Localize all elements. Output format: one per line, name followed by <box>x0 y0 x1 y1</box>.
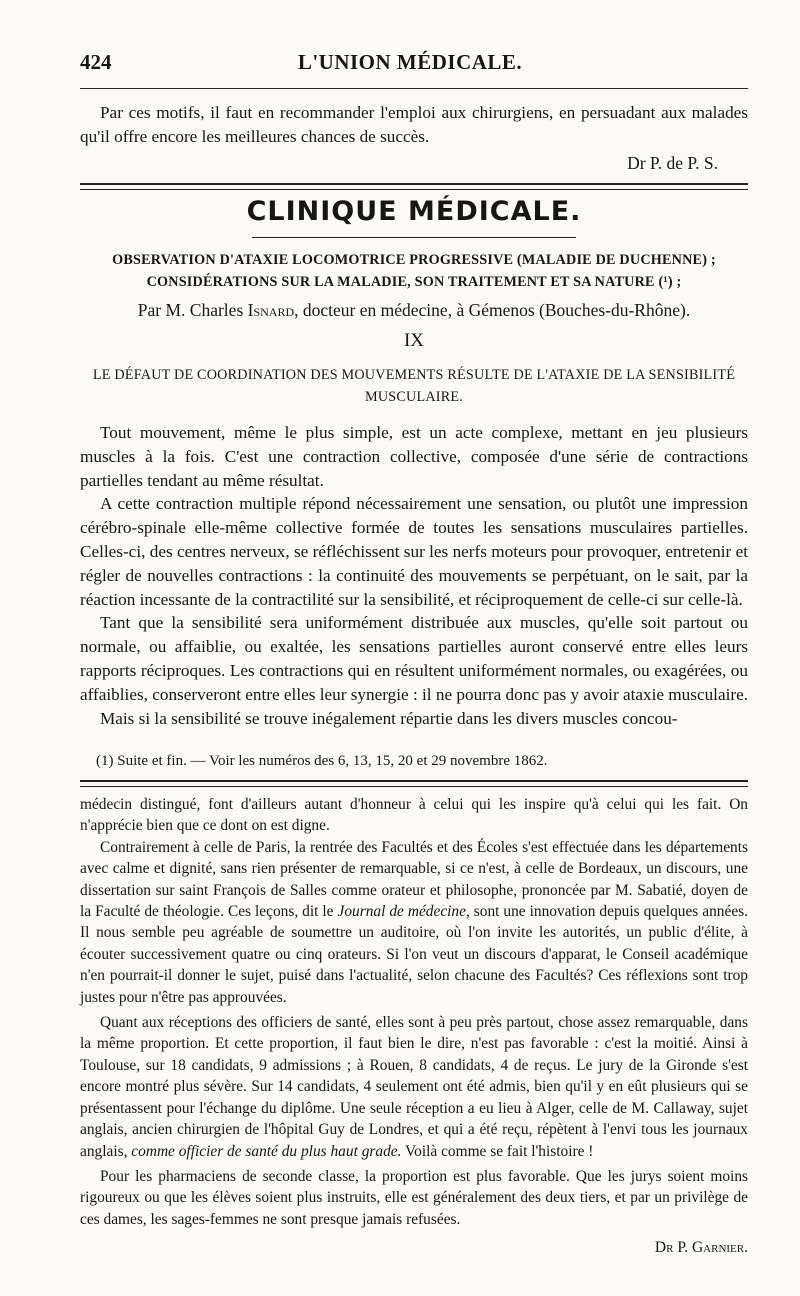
feuilleton-rule <box>80 780 748 787</box>
header-rule <box>80 88 748 89</box>
article-paragraph: A cette contraction multiple répond nécessairement une sensation, ou plutôt une impression cérébro-spinale elle-même collective formée de toutes les sensations musculaires partielles. Celles-ci, des centres nerveux, se réfléchissent sur les nerfs moteurs pour provoquer, entretenir et régler de nouvelles contractions : la continuité des mouvements se perpétuant, on le sait, par la réaction incessante de la contractilité sur la sensibilité, et réciproquement de celle-ci sur celle-là. <box>80 494 748 609</box>
author-name: Isnard <box>247 300 295 320</box>
page-number: 424 <box>80 50 112 74</box>
text-run: Contrairement à celle de Paris, la rentrée des Facultés et des Écoles s'est effectuée dans les départements avec calme et dignité, sans rien présenter de remarquable, si ce n'est, à celle de Bordeaux, un discours, une dissertation sur saint François de Salles comme orateur et philosophe, prononcée par M. Sabatié, doyen de la Faculté de théologie. Ces leçons, dit le <box>80 838 748 921</box>
text-run: , sont une innovation depuis quelques années. Il nous semble peu agréable de soumettre un auditoire, où l'on invite les autorités, un public d'élite, à écouter successivement quatre ou cinq orateurs. Si l'on veut un discours d'apparat, le Conseil académique n'en pourrait-il donner le sujet, puisé dans l'actualité, selon chacune des Facultés? Ces réflexions sont trop justes pour n'être pas approuvées. <box>80 903 748 1006</box>
text-run: Voilà comme se fait l'histoire ! <box>401 1142 594 1160</box>
article-paragraph: Mais si la sensibilité se trouve inégalement répartie dans les divers muscles concou- <box>100 708 678 728</box>
author-prefix: Par M. Charles <box>137 300 248 320</box>
feuilleton-paragraph: médecin distingué, font d'ailleurs autant d'honneur à celui qui les inspire qu'à celui qui les fait. On n'apprécie bien que ce dont on est digne. <box>80 796 748 835</box>
feuilleton-paragraph <box>80 837 748 1008</box>
italic-quote: comme officier de santé du plus haut grade. <box>131 1142 402 1160</box>
author-suffix: , docteur en médecine, à Gémenos (Bouches-du-Rhône). <box>294 300 691 320</box>
text-run: Quant aux réceptions des officiers de santé, elles sont à peu près partout, chose assez remarquable, dans la même proportion. Et cette proportion, il faut bien le dire, n'est pas favorable : c'est la moitié. Ainsi à Toulouse, sur 18 candidats, 9 admissions ; à Rouen, 8 candidats, 4 de reçus. Le jury de la Gironde s'est encore montré plus sévère. Sur 14 candidats, 4 seulement ont été admis, bien qu'il y en eût plusieurs qui se présentassent pour l'échange du diplôme. Une seule réception a eu lieu à Alger, celle de M. Callaway, sujet anglais, ancien chirurgien de l'hôpital Guy de Londres, et qui a été reçu, répètent à l'envi tous les journaux anglais, <box>80 1014 748 1160</box>
observation-title: OBSERVATION D'ATAXIE LOCOMOTRICE PROGRESSIVE (MALADIE DE DUCHENNE) ; CONSIDÉRATIONS SUR LA MALADIE, SON TRAITEMENT ET SA NATURE (¹) ; <box>112 252 716 290</box>
section-rule <box>80 183 748 190</box>
feuilleton-paragraph: Pour les pharmaciens de seconde classe, la proportion est plus favorable. Que les jurys soient moins rigoureux ou que les élèves soient plus instruits, elle est généralement des deux tiers, et par un privilège de ces dames, les sages-femmes ne sont presque jamais refusées. <box>80 1167 748 1228</box>
article-paragraph: Tout mouvement, même le plus simple, est un acte complexe, mettant en jeu plusieurs muscles à la fois. C'est une contraction collective, composée d'une série de contractions partielles tendant au même résultat. <box>80 423 748 490</box>
intro-block <box>80 101 748 174</box>
intro-signature: Dr P. de P. S. <box>627 152 718 173</box>
article-paragraph: Tant que la sensibilité sera uniformément distribuée aux muscles, qu'elle soit partout ou normale, ou affaiblie, ou exaltée, les sensations partielles auront conservé entre elles leurs rapports réciproques. Les contractions qui en résultent uniformément normales, ou exagérées, ou affaiblies, conserveront entre elles leur synergie : il ne pourra donc pas y avoir ataxie musculaire. <box>80 613 748 704</box>
footnote: (1) Suite et fin. — Voir les numéros des 6, 13, 15, 20 et 29 novembre 1862. <box>96 753 548 769</box>
running-title: L'UNION MÉDICALE. <box>297 50 523 74</box>
article-body <box>80 421 748 730</box>
feuilleton-body <box>80 794 748 1230</box>
chapter-title: LE DÉFAUT DE COORDINATION DES MOUVEMENTS RÉSULTE DE L'ATAXIE DE LA SENSIBILITÉ MUSCULAIRE. <box>92 367 736 405</box>
feuilleton-paragraph <box>80 1012 748 1162</box>
closing-signature: Dr P. Garnier. <box>654 1239 748 1256</box>
title-underline <box>252 237 576 238</box>
journal-name: Journal de médecine <box>337 903 466 921</box>
section-title: CLINIQUE MÉDICALE. <box>246 196 582 227</box>
intro-paragraph: Par ces motifs, il faut en recommander l'emploi aux chirurgiens, en persuadant aux malades qu'il offre encore les meilleures chances de succès. <box>80 103 748 146</box>
chapter-number: IX <box>403 330 425 351</box>
page-header <box>80 44 740 84</box>
author-line <box>80 300 748 321</box>
